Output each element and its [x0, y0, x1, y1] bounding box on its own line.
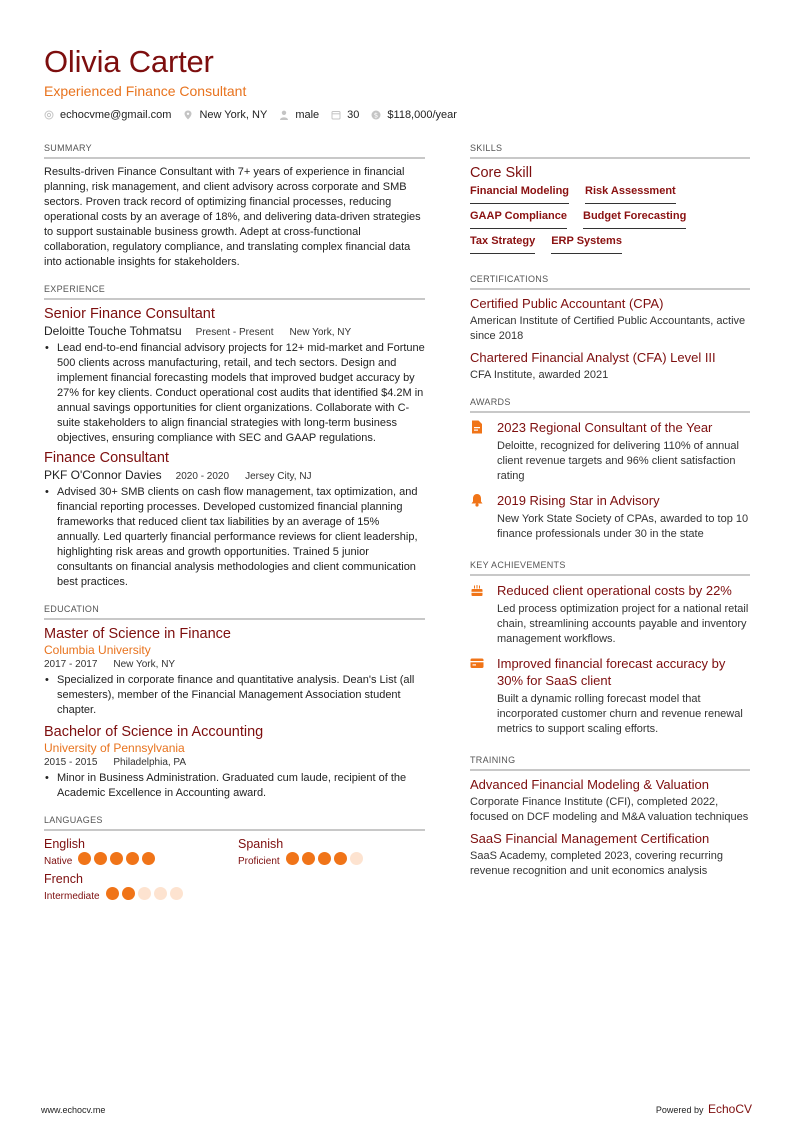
education-meta	[44, 659, 425, 670]
certification-description: American Institute of Certified Public Accountants, active since 2018	[470, 315, 746, 342]
languages-section	[44, 815, 425, 905]
job-location: New York, NY	[289, 327, 352, 338]
rating-dot-empty	[154, 887, 167, 900]
company-name: Deloitte Touche Tohmatsu	[44, 324, 182, 338]
section-heading: SKILLS	[470, 143, 750, 159]
section-heading: EXPERIENCE	[44, 284, 425, 300]
powered-by-label: Powered by	[655, 1105, 704, 1115]
gender-text: male	[295, 109, 320, 121]
education-meta	[44, 757, 425, 768]
rating-dot-filled	[334, 852, 347, 865]
education-location: Philadelphia, PA	[113, 757, 187, 768]
skill-tag: Financial Modeling	[470, 185, 569, 204]
training-description: SaaS Academy, completed 2023, covering recurring revenue recognition and unit economics analysis	[470, 850, 723, 877]
email-text: echocvme@gmail.com	[60, 109, 172, 121]
cake-icon	[470, 583, 484, 597]
degree: Master of Science in Finance	[44, 626, 231, 642]
skills-list	[470, 185, 730, 260]
language-level: Intermediate	[44, 890, 100, 902]
award-description: Deloitte, recognized for delivering 110% of annual client revenue targets and 96% client satisfaction rating	[497, 440, 739, 482]
bell-icon	[470, 493, 484, 507]
age-text: 30	[347, 109, 360, 121]
at-icon	[44, 110, 54, 120]
language-item	[44, 872, 238, 905]
rating-dot-filled	[78, 852, 91, 865]
brand-name: EchoCV	[707, 1102, 752, 1116]
education-dates: 2015 - 2015	[44, 757, 98, 768]
rating-dot-filled	[302, 852, 315, 865]
dollar-coin-icon	[371, 110, 381, 120]
school: University of Pennsylvania	[44, 741, 185, 755]
rating-dot-empty	[170, 887, 183, 900]
location-pin-icon	[183, 110, 193, 120]
skills-section	[470, 143, 750, 260]
training-name: Advanced Financial Modeling & Valuation	[470, 777, 709, 792]
rating-dot-filled	[318, 852, 331, 865]
award-description: New York State Society of CPAs, awarded to top 10 finance professionals under 30 in the state	[497, 513, 749, 540]
rating-dot-empty	[350, 852, 363, 865]
education-location: New York, NY	[113, 659, 176, 670]
job-dates: Present - Present	[195, 327, 274, 338]
award-title: 2019 Rising Star in Advisory	[497, 493, 660, 508]
skill-tag: GAAP Compliance	[470, 210, 567, 229]
language-level: Proficient	[238, 855, 280, 867]
rating-dot-filled	[286, 852, 299, 865]
language-item	[44, 837, 238, 870]
rating-dot-filled	[110, 852, 123, 865]
achievement-description: Led process optimization project for a national retail chain, streamlining accounts payable and inventory management workflows.	[497, 603, 749, 645]
section-heading: AWARDS	[470, 397, 750, 413]
contact-gender	[279, 109, 319, 121]
language-name: Spanish	[238, 837, 284, 851]
skill-tag: Tax Strategy	[470, 235, 535, 254]
skill-tag: Budget Forecasting	[583, 210, 686, 229]
skill-tag: Risk Assessment	[585, 185, 676, 204]
education-section	[44, 604, 425, 801]
right-column	[470, 143, 750, 893]
language-level: Native	[44, 855, 73, 867]
education-item	[44, 724, 425, 801]
education-description: • Minor in Business Administration. Graduated cum laude, recipient of the Academic Excellence in Accounting award.	[44, 771, 425, 801]
candidate-name: Olivia Carter	[44, 44, 214, 79]
certification-name: Certified Public Accountant (CPA)	[470, 296, 664, 311]
section-heading: EDUCATION	[44, 604, 425, 620]
contact-email[interactable]	[44, 109, 171, 121]
credit-card-icon	[470, 656, 484, 670]
job-dates: 2020 - 2020	[175, 471, 230, 482]
achievement-title: Reduced client operational costs by 22%	[497, 583, 732, 598]
location-text: New York, NY	[199, 109, 268, 121]
candidate-title: Experienced Finance Consultant	[44, 83, 247, 99]
svg-text:$: $	[374, 111, 379, 120]
salary-text: $118,000/year	[387, 109, 457, 121]
language-item	[238, 837, 428, 870]
job-meta	[44, 468, 425, 482]
job-location: Jersey City, NJ	[245, 471, 312, 482]
achievement-title: Improved financial forecast accuracy by 30% for SaaS client	[497, 656, 726, 688]
rating-dot-filled	[122, 887, 135, 900]
left-column	[44, 143, 425, 919]
company-name: PKF O'Connor Davies	[44, 468, 162, 482]
job-meta	[44, 324, 425, 338]
training-section	[470, 755, 750, 879]
document-icon	[470, 420, 484, 434]
experience-section	[44, 284, 425, 590]
skill-category: Core Skill	[470, 165, 533, 181]
languages-grid	[44, 837, 425, 905]
section-heading: TRAINING	[470, 755, 750, 771]
contact-location	[183, 109, 267, 121]
certification-name: Chartered Financial Analyst (CFA) Level III	[470, 350, 716, 365]
school: Columbia University	[44, 643, 151, 657]
award-item	[470, 492, 750, 546]
rating-dot-empty	[138, 887, 151, 900]
contact-row	[44, 109, 469, 121]
section-heading: LANGUAGES	[44, 815, 425, 831]
section-heading: KEY ACHIEVEMENTS	[470, 560, 750, 576]
section-heading: CERTIFICATIONS	[470, 274, 750, 290]
education-description: • Specialized in corporate finance and quantitative analysis. Dean's List (all semesters), member of the Financial Management Association student chapter.	[44, 673, 425, 718]
skill-tag: ERP Systems	[551, 235, 622, 254]
rating-dot-filled	[106, 887, 119, 900]
job-description: • Lead end-to-end financial advisory projects for 12+ mid-market and Fortune 500 clients across manufacturing, retail, and tech sectors. Design and implement financial forecasting models that improved budget accuracy by 27% for key clients. Conduct operational cost audits that identified $4.2M in annual savings opportunities for client organizations. Collaborate with C-suite stakeholders to align financial strategies with long-term business objectives, ensuring compliance with SEC and GAAP regulations.	[44, 341, 425, 446]
achievement-description: Built a dynamic rolling forecast model that incorporated customer churn and revenue renewal metrics to support scaling efforts.	[497, 693, 743, 735]
section-heading: SUMMARY	[44, 143, 425, 159]
experience-item	[44, 450, 425, 590]
summary-section	[44, 143, 425, 270]
certifications-section	[470, 274, 750, 383]
education-item	[44, 626, 425, 718]
experience-item	[44, 306, 425, 446]
certification-description: CFA Institute, awarded 2021	[470, 369, 609, 381]
job-title: Senior Finance Consultant	[44, 306, 215, 322]
language-rating	[106, 887, 186, 905]
contact-salary	[371, 109, 457, 121]
training-description: Corporate Finance Institute (CFI), completed 2022, focused on DCF modeling and M&A valuation techniques	[470, 796, 749, 823]
language-rating	[78, 852, 158, 870]
award-title: 2023 Regional Consultant of the Year	[497, 420, 713, 435]
language-name: French	[44, 872, 83, 886]
training-name: SaaS Financial Management Certification	[470, 831, 710, 846]
award-item	[470, 419, 750, 488]
language-rating	[286, 852, 366, 870]
education-dates: 2017 - 2017	[44, 659, 98, 670]
person-icon	[279, 110, 289, 120]
calendar-icon	[331, 110, 341, 120]
achievement-item	[470, 655, 750, 741]
job-title: Finance Consultant	[44, 450, 169, 466]
language-name: English	[44, 837, 85, 851]
rating-dot-filled	[126, 852, 139, 865]
footer-website-link[interactable]: www.echocv.me	[41, 1105, 106, 1115]
rating-dot-filled	[142, 852, 155, 865]
footer-powered-by[interactable]	[656, 1102, 752, 1116]
awards-section	[470, 397, 750, 546]
rating-dot-filled	[94, 852, 107, 865]
achievements-section	[470, 560, 750, 741]
achievement-item	[470, 582, 750, 651]
contact-age	[331, 109, 359, 121]
degree: Bachelor of Science in Accounting	[44, 724, 264, 740]
summary-text: Results-driven Finance Consultant with 7+ years of experience in financial planning, risk management, and client advisory across corporate and SMB sectors. Proven track record of optimizing financial processes, reducing operational costs by an average of 18%, and delivering data-driven strategies to support sustainable business growth. Adept at cross-functional collaboration, regulatory compliance, and translating complex financial data into actionable insights for stakeholders.	[44, 166, 421, 268]
job-description: • Advised 30+ SMB clients on cash flow management, tax optimization, and financial reporting processes. Developed customized financial planning frameworks that reduced client tax liabilities by an average of 15% annually. Led quarterly financial performance reviews for client leadership, highlighting risk areas and growth opportunities. Trained 5 junior consultants on financial analysis methodologies and client communication best practices.	[44, 485, 425, 590]
